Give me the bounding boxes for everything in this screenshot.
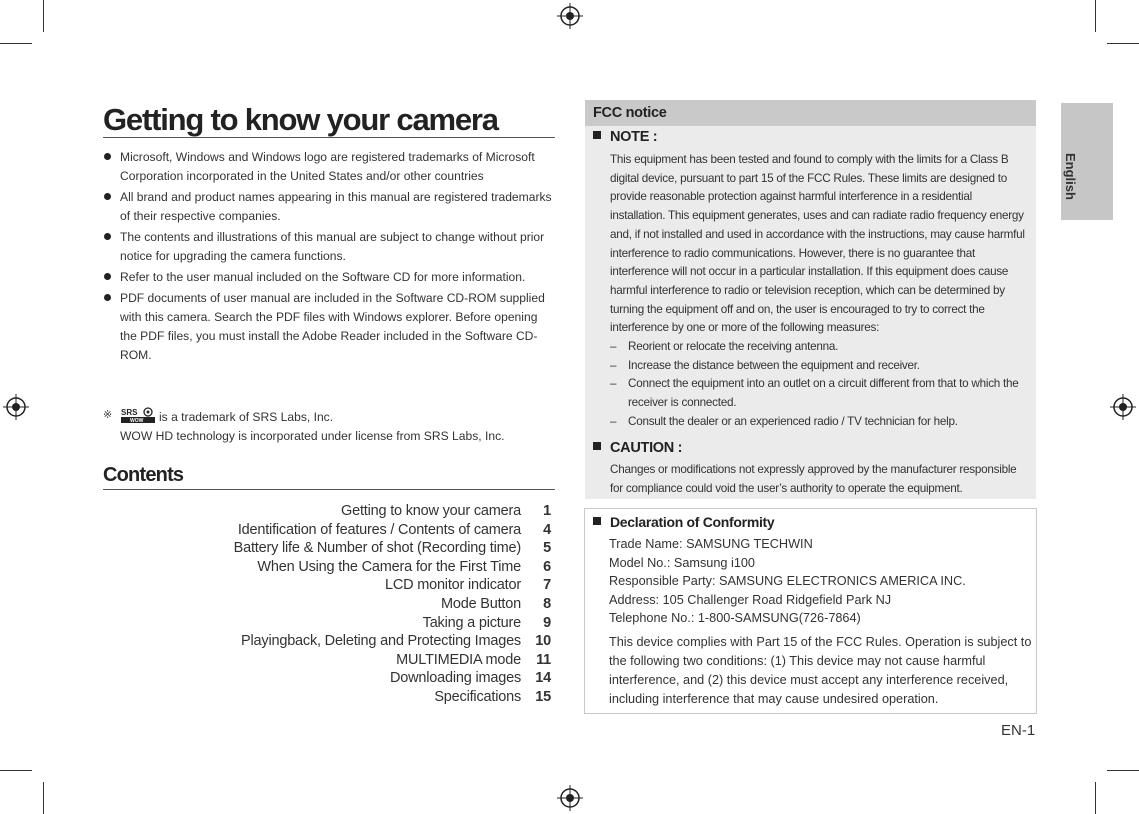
toc-entry[interactable]: Identification of features / Contents of camera 4 <box>237 521 551 538</box>
srs-wow-hd-logo-icon <box>120 407 156 424</box>
registration-mark-icon <box>3 394 29 420</box>
toc-entry[interactable]: Downloading images 14 <box>389 670 551 687</box>
bullet-icon <box>104 273 111 280</box>
registration-mark-icon <box>1110 394 1136 420</box>
declaration-line: Trade Name: SAMSUNG TECHWIN <box>609 537 813 551</box>
crop-mark <box>0 43 32 44</box>
bullet-item: All brand and product names appearing in this manual are registered trademarks of their respective companies. <box>103 188 555 226</box>
toc-entry[interactable]: Taking a picture 9 <box>422 614 551 631</box>
list-item: – Connect the equipment into an outlet on a circuit different from that to which the receiver is connected. <box>610 375 1030 412</box>
crop-mark <box>1107 770 1139 771</box>
page-title: Getting to know your camera <box>103 102 555 138</box>
declaration-heading: Declaration of Conformity <box>593 514 774 530</box>
declaration-line: Telephone No.: 1-800-SAMSUNG(726-7864) <box>609 611 861 626</box>
bullet-icon <box>104 294 111 301</box>
list-item: – Increase the distance between the equipment and receiver. <box>610 357 1030 376</box>
crop-mark <box>0 770 32 771</box>
toc-entry[interactable]: Specifications 15 <box>434 688 551 705</box>
bullet-item: Refer to the user manual included on the Software CD for more information. <box>103 268 555 287</box>
declaration-details <box>609 535 966 628</box>
note-heading: NOTE : <box>593 129 657 145</box>
list-item: – Reorient or relocate the receiving antenna. <box>610 338 1030 357</box>
fcc-note-text: This equipment has been tested and found to comply with the limits for a Class B digital device, pursuant to part 15 of the FCC Rules. These limits are designed to provide reasonable protection against harmful interference in a residential installation. This equipment generates, uses and can radiate radio frequency energy and, if not installed and used in accordance with the instructions, may cause harmful interference to radio communications. However, there is no guarantee that interference will not occur in a particular installation. If this equipment does cause harmful interference to radio or television reception, which can be determined by turning the equipment off and on, the user is encouraged to try to correct the interference by one or more of the following measures: <box>610 153 1025 335</box>
declaration-line: Address: 105 Challenger Road Ridgefield Park NJ <box>609 592 892 607</box>
bullet-icon <box>104 233 111 240</box>
reference-mark: ※ <box>103 409 113 421</box>
declaration-line: Responsible Party: SAMSUNG ELECTRONICS AMERICA INC. <box>609 574 966 589</box>
fcc-measures-list <box>610 338 1030 432</box>
fcc-notice-header: FCC notice <box>585 100 1036 126</box>
crop-mark <box>1107 43 1139 44</box>
crop-mark <box>1095 782 1096 814</box>
crop-mark <box>1095 0 1096 32</box>
bullet-item: The contents and illustrations of this manual are subject to change without prior notice for upgrading the camera functions. <box>103 228 555 266</box>
square-bullet-icon <box>593 131 601 139</box>
toc-entry[interactable]: When Using the Camera for the First Time 6 <box>257 558 551 575</box>
srs-trademark-note: SRS WOW is a trademark of SRS Labs, Inc. WOW HD technology is incorporated under license from SRS Labs, Inc. <box>120 408 505 443</box>
toc-entry[interactable]: MULTIMEDIA mode 11 <box>396 651 551 668</box>
bullet-item: PDF documents of user manual are included in the Software CD-ROM supplied with this camera. Search the PDF files with Windows explorer. Before opening the PDF files, you must install the Adobe Reader included in the Software CD-ROM. <box>103 289 555 365</box>
square-bullet-icon <box>593 517 601 525</box>
table-of-contents <box>103 502 555 707</box>
bullet-icon <box>104 153 111 160</box>
svg-text:WOW: WOW <box>130 418 144 424</box>
declaration-line: Model No.: Samsung i100 <box>609 555 755 570</box>
registration-mark-icon <box>557 3 583 29</box>
language-tab[interactable]: English <box>1061 103 1113 220</box>
toc-entry[interactable]: Battery life & Number of shot (Recording time) 5 <box>233 540 551 557</box>
square-bullet-icon <box>593 442 601 450</box>
caution-heading: CAUTION : <box>593 440 682 456</box>
registration-mark-icon <box>557 785 583 811</box>
toc-entry[interactable]: LCD monitor indicator 7 <box>384 577 551 594</box>
fcc-caution-text: Changes or modifications not expressly approved by the manufacturer responsible for compliance could void the user’s authority to operate the equipment. <box>610 463 1017 495</box>
declaration-of-conformity-panel <box>584 508 1037 714</box>
trademark-bullet-list <box>103 148 555 367</box>
fcc-notice-panel <box>585 100 1036 499</box>
list-item: – Consult the dealer or an experienced radio / TV technician for help. <box>610 413 1030 432</box>
bullet-item: Microsoft, Windows and Windows logo are registered trademarks of Microsoft Corporation incorporated in the United States and/or other countries <box>103 148 555 186</box>
crop-mark <box>43 782 44 814</box>
toc-entry[interactable]: Getting to know your camera 1 <box>341 503 551 519</box>
page-number: EN-1 <box>1001 722 1036 739</box>
contents-heading: Contents <box>103 462 555 490</box>
toc-entry[interactable]: Mode Button 8 <box>440 595 551 612</box>
svg-text:SRS: SRS <box>121 408 138 417</box>
toc-entry[interactable]: Playingback, Deleting and Protecting Images 10 <box>241 633 551 650</box>
crop-mark <box>43 0 44 32</box>
declaration-statement: This device complies with Part 15 of the FCC Rules. Operation is subject to the following two conditions: (1) This device may not cause harmful interference, and (2) this device must accept any interference received, including interference that may cause undesired operation. <box>609 635 1032 706</box>
bullet-icon <box>104 193 111 200</box>
